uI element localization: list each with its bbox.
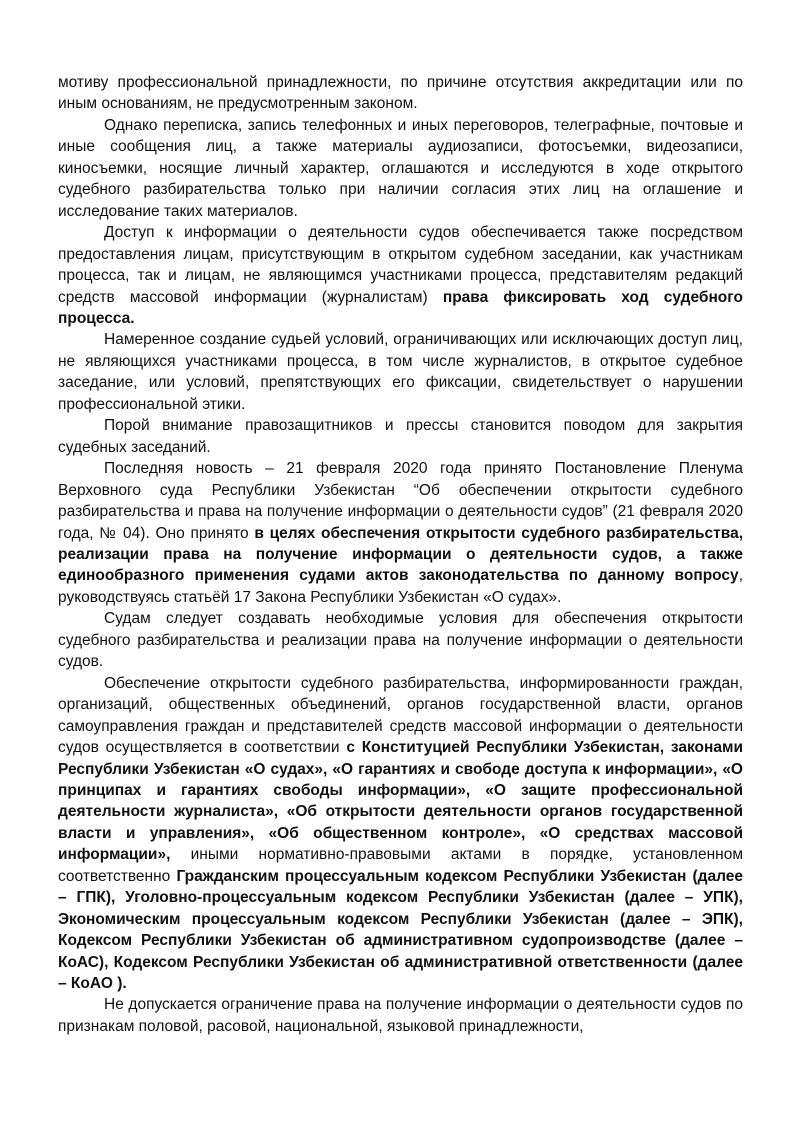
paragraph xyxy=(58,994,743,1037)
paragraph-text: Последняя новость – 21 февраля 2020 года принято Постановление Пленума Верховного суда Республики Узбекистан “Об обеспечении открытости судебного разбирательства и права на получение информации о деятельности судов” (21 февраля 2020 года, № 04). Оно принято xyxy=(58,460,743,542)
bold-text: с Конституцией Республики Узбекистан, законами Республики Узбекистан «О судах», «О гарантиях и свободе доступа к информации», «О принципах и гарантиях свободы информации», «О защите профессиональной деятельности журналиста», «Об открытости деятельности органов государственной власти и управления», «Об общественном контроле», «О средствах массовой информации», xyxy=(58,739,743,864)
bold-text: Гражданским процессуальным кодексом Республики Узбекистан (далее – ГПК), Уголовно-процессуальным кодексом Республики Узбекистан (далее – УПК), Экономическим процессуальным кодексом Республики Узбекистан (далее – ЭПК), Кодексом Республики Узбекистан об административном судопроизводстве (далее – КоАС), Кодексом Республики Узбекистан об административной ответственности (далее – КоАО ). xyxy=(58,867,743,993)
paragraph-text: Обеспечение открытости судебного разбирательства, информированности граждан, организаций, общественных объединений, органов государственной власти, органов самоуправления граждан и представителей средств массовой информации о деятельности судов осуществляется в соответствии xyxy=(58,674,743,757)
paragraph xyxy=(58,458,743,608)
paragraph xyxy=(58,608,743,672)
paragraph-text: иными нормативно-правовыми актами в порядке, установленном соответственно xyxy=(58,846,743,885)
paragraph-text: Однако переписка, запись телефонных и иных переговоров, телеграфные, почтовые и иные сообщения лиц, а также материалы аудиозаписи, фотосъемки, видеозаписи, киносъемки, носящие личный характер, оглашаются и исследуются в ходе открытого судебного разбирательства только при наличии согласия этих лиц на оглашение и исследование таких материалов. xyxy=(58,116,743,220)
paragraph-text: , руководствуясь статьёй 17 Закона Республики Узбекистан «О судах». xyxy=(58,567,743,606)
paragraph xyxy=(58,415,743,458)
paragraph xyxy=(58,115,743,222)
document-body xyxy=(58,72,743,1037)
paragraph-text: Порой внимание правозащитников и прессы становится поводом для закрытия судебных заседаний. xyxy=(58,417,743,456)
bold-text: права фиксировать ход судебного процесса. xyxy=(58,288,743,327)
paragraph xyxy=(58,329,743,415)
paragraph-text: Судам следует создавать необходимые условия для обеспечения открытости судебного разбирательства и реализации права на получение информации о деятельности судов. xyxy=(58,610,743,671)
paragraph xyxy=(58,222,743,329)
paragraph-text: мотиву профессиональной принадлежности, по причине отсутствия аккредитации или по иным основаниям, не предусмотренным законом. xyxy=(58,74,743,113)
paragraph xyxy=(58,673,743,995)
bold-text: в целях обеспечения открытости судебного разбирательства, реализации права на получение информации о деятельности судов, а также единообразного применения судами актов законодательства по данному вопросу xyxy=(58,524,743,585)
paragraph xyxy=(58,72,743,115)
paragraph-text: Намеренное создание судьей условий, ограничивающих или исключающих доступ лиц, не являющихся участниками процесса, в том числе журналистов, в открытое судебное заседание, или условий, препятствующих его фиксации, свидетельствует о нарушении профессиональной этики. xyxy=(58,331,743,413)
paragraph-text: Доступ к информации о деятельности судов обеспечивается также посредством предоставления лицам, присутствующим в открытом судебном заседании, как участникам процесса, так и лицам, не являющимся участниками процесса, представителям редакций средств массовой информации (журналистам) xyxy=(58,224,743,306)
paragraph-text: Не допускается ограничение права на получение информации о деятельности судов по признакам половой, расовой, национальной, языковой принадлежности, xyxy=(58,996,743,1035)
